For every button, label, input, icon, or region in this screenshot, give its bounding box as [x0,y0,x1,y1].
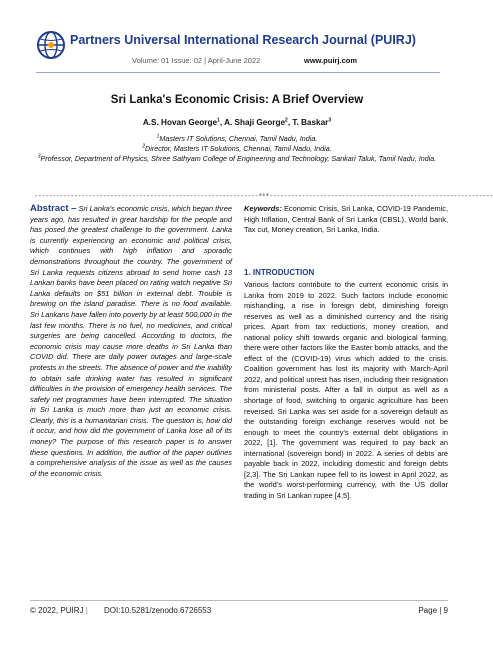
author-separator: , [287,118,293,127]
affiliation [20,134,454,144]
author-list [0,118,474,127]
affiliation [20,144,454,154]
affiliation-mark: 3 [37,153,41,160]
abstract-block [30,204,232,479]
affiliation-text: Masters IT Solutions, Chennai, Tamil Nadu, India. [159,134,318,143]
footer-copyright [30,606,88,615]
paper-title: Sri Lanka's Economic Crisis: A Brief Overview [110,94,364,106]
abstract-label: Abstract – [30,203,77,214]
footer-page-number: Page | 9 [418,606,448,615]
affiliation-mark: 2 [142,143,146,150]
affiliation-mark: 1 [156,133,160,140]
keywords-text: Economic Crisis, Sri Lanka, COVID-19 Pandemic, High Inflation, Central Bank of Sri Lanka (CBSL), World bank, Tax cut, Money creation, Sri Lanka, India. [244,204,448,235]
affiliation [20,154,454,164]
globe-logo-icon [36,30,66,60]
author-name: T. Baskar [292,118,329,127]
author-affil-mark: 2 [285,117,288,124]
author-name: A.S. Hovan George [142,118,218,127]
introduction-text: Various factors contribute to the current economic crisis in Lanka from 2019 to 2022. Such factors include economic mishandling, a rise in foreign debt, diminishing foreign reserves as well as a diminished currency and the rising prices. Apart from tax reductions, money creation, and national policy shift towards organic and biological farming, there were other factors like the Easter bomb attacks, and the effect of the (COVID-19) virus which added to the crisis. Coalition government has lost its majority with March-April 2022, and political unrest has risen, including their resignation from ministerial posts. After a fall in output as well as a shortage of food, switching to organic agriculture has been reversed. Sri Lanka was set aside for a sovereign default as the outstanding foreign exchange reserves would not be enough to meet the country's external debt obligations in 2022, [1]. The government was required to pay back an international (sovereign bond) in 2022. A series of debts are payable back in 2022, including domestic and foreign debts [2,3]. The Sri Lankan rupee fell to its lowest in April 2022, as the world's worst-performing currency, with the US dollar trading in Sri Lankan rupee [4,5]. [244,280,448,500]
keywords-block [244,204,448,236]
copyright-text: © 2022, PUIRJ [30,606,84,615]
journal-title: Partners Universal International Research Journal (PUIRJ) [70,33,416,47]
keywords-label: Keywords: [244,204,282,213]
abstract-text: Sri Lanka's economic crisis, which began three years ago, has resulted in great hardship for the people and has posed the greatest challenge to the government. Lanka is currently experiencing an economic and political crisis, which continues with high inflation and sporadic demonstrations throughout the country. The government of Sri Lanka requests citizens abroad to send home cash 13 Lankan banks have been placed on rating watch negative Sri Lanka defaults on $51 billion in external debt. Trouble is brewing on the island paradise. There is no food available. Sri Lankans have fallen into poverty by at least 500,000 in the last few months. There is no fuel, no medicines, and critical surgeries are being cancelled. According to doctors, the economic crisis may cause more deaths in Sri Lanka than COVID did. There are daily power outages and large-scale protests in the streets. The absence of power and the inability to obtain safe drinking water has resulted in significant difficulties in the provision of emergency health services. The safety net programmes have been interrupted. The situation in Sri Lanka is much more than just an economic crisis. Clearly, this is a humanitarian crisis. The question is, how did it occur, and how did the government of Lanka lose all of its money? The purpose of this research paper is to answer these questions. In addition, the author of the paper outlines a comprehensive analysis of the issue as well as the causes of the economic crisis. [30,204,232,478]
author-affil-mark: 3 [328,117,332,124]
affiliation-text: Director, Masters IT Solutions, Chennai, Tamil Nadu, India. [145,144,332,153]
journal-website[interactable]: www.puirj.com [304,56,358,65]
footer-doi[interactable]: DOI:10.5281/zenodo.6726553 [104,606,212,615]
author-separator: , [219,118,225,127]
header-divider [36,72,440,73]
volume-issue-line: Volume: 01 Issue: 02 | April-June 2022 [132,56,261,65]
author-name: A. Shaji George [224,118,286,127]
section-divider: --------------------------------------------------------------***-------------------------------------------------------------- [34,192,493,200]
affiliation-text: Professor, Department of Physics, Shree Sathyam College of Engineering and Technology, Sankari Taluk, Tamil Nadu, India. [40,154,437,163]
footer-separator: | [85,606,88,615]
introduction-heading: 1. INTRODUCTION [244,268,315,277]
footer-divider [30,600,448,601]
author-affil-mark: 1 [217,117,220,124]
